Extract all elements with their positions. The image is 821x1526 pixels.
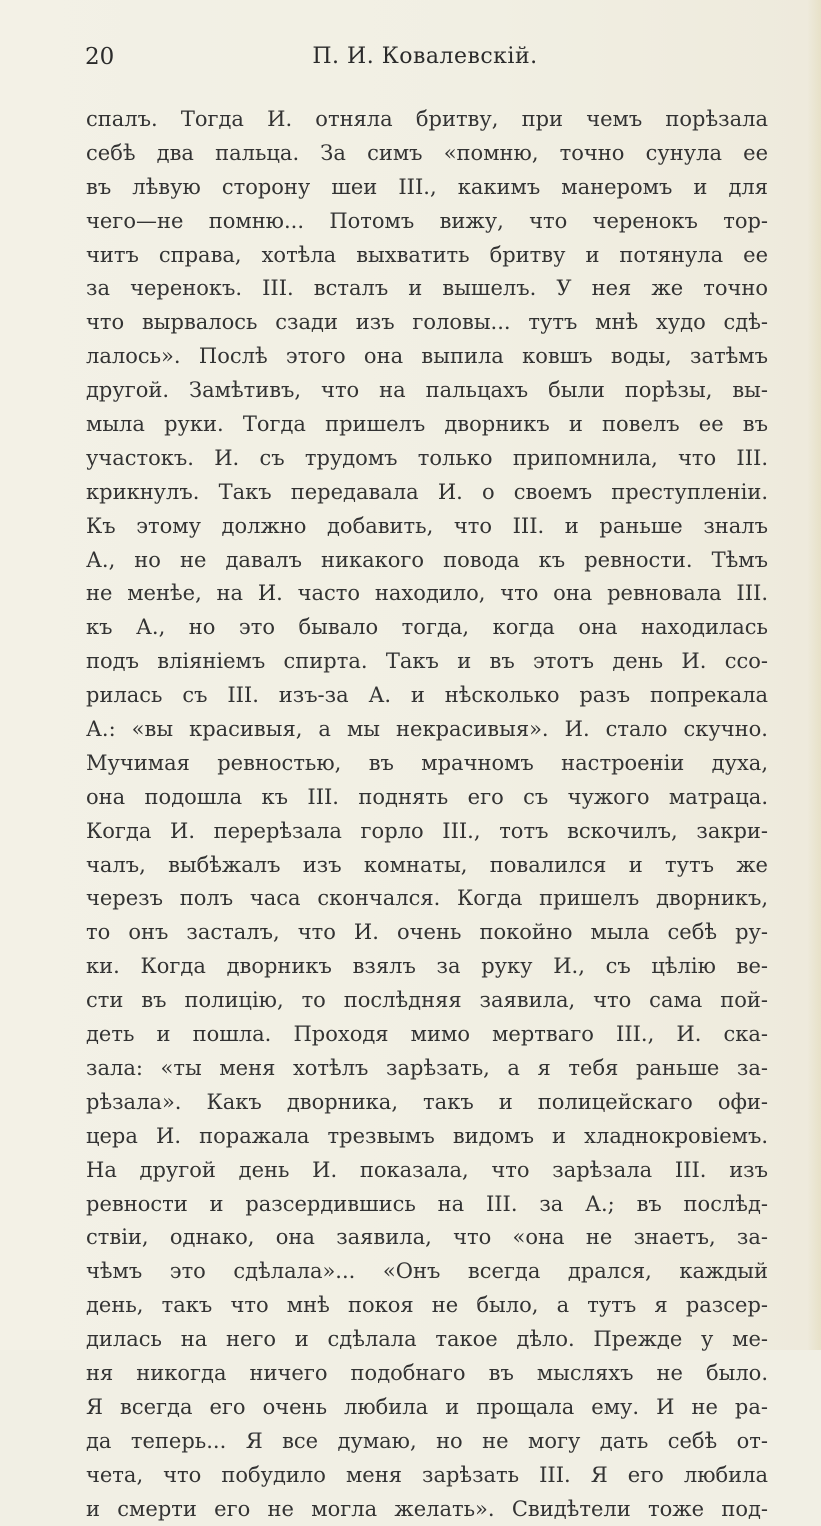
text-line: чалъ, выбѣжалъ изъ комнаты, повалился и тутъ же [86, 852, 768, 877]
text-line: не менѣе, на И. часто находило, что она ревновала III. [86, 581, 768, 606]
text-line: сти въ полицію, то послѣдняя заявила, что сама пой- [86, 988, 768, 1013]
text-line: къ А., но это бывало тогда, когда она находилась [86, 615, 768, 640]
text-line: чѣмъ это сдѣлала»... «Онъ всегда дрался, каждый [86, 1259, 768, 1284]
text-line: день, такъ что мнѣ покоя не было, а тутъ я разсер- [86, 1293, 768, 1318]
text-line: ня никогда ничего подобнаго въ мысляхъ не было. [86, 1360, 768, 1385]
text-line: ревности и разсердившись на III. за А.; въ послѣд- [86, 1191, 768, 1216]
text-line: то онъ засталъ, что И. очень покойно мыла себѣ ру- [86, 920, 768, 945]
text-line: подъ вліяніемъ спирта. Такъ и въ этотъ день И. ссо- [86, 649, 768, 674]
text-line: спалъ. Тогда И. отняла бритву, при чемъ порѣзала [86, 107, 768, 131]
text-line: крикнулъ. Такъ передавала И. о своемъ преступленіи. [86, 479, 768, 504]
text-line: ствіи, однако, она заявила, что «она не знаетъ, за- [86, 1225, 768, 1250]
page-number: 20 [85, 44, 115, 70]
text-line: читъ справа, хотѣла выхватить бритву и потянула ее [86, 242, 768, 267]
text-line: другой. Замѣтивъ, что на пальцахъ были порѣзы, вы- [86, 378, 768, 403]
text-line: деть и пошла. Проходя мимо мертваго III., И. ска- [86, 1022, 768, 1047]
text-line: лалось». Послѣ этого она выпила ковшъ воды, затѣмъ [86, 344, 768, 369]
text-line: за черенокъ. III. всталъ и вышелъ. У нея же точно [86, 276, 768, 301]
page-header [85, 44, 765, 84]
text-line: да теперь... Я все думаю, но не могу дать себѣ от- [86, 1428, 768, 1453]
text-line: зала: «ты меня хотѣлъ зарѣзать, а я тебя раньше за- [86, 1055, 768, 1080]
text-line: и смерти его не могла желать». Свидѣтели тоже под- [86, 1496, 768, 1521]
running-head: П. И. Ковалевскій. [312, 44, 538, 69]
text-line: Мучимая ревностью, въ мрачномъ настроеніи духа, [86, 750, 768, 775]
text-line: Когда И. перерѣзала горло III., тотъ вскочилъ, закри- [86, 818, 768, 843]
text-line: чета, что побудило меня зарѣзать III. Я его любила [86, 1462, 768, 1487]
text-line: рилась съ III. изъ-за А. и нѣсколько разъ попрекала [86, 683, 768, 708]
text-line: чего—не помню... Потомъ вижу, что черенокъ тор- [86, 208, 768, 233]
body-text [86, 103, 768, 1526]
text-line: цера И. поражала трезвымъ видомъ и хладнокровіемъ. [86, 1123, 768, 1148]
text-line: она подошла къ III. поднять его съ чужого матраца. [86, 784, 768, 809]
text-line: въ лѣвую сторону шеи III., какимъ манеромъ и для [86, 174, 768, 199]
text-line: участокъ. И. съ трудомъ только припомнила, что III. [86, 445, 768, 470]
text-line: ки. Когда дворникъ взялъ за руку И., съ цѣлію ве- [86, 954, 768, 979]
text-line: А.: «вы красивыя, а мы некрасивыя». И. стало скучно. [86, 717, 768, 742]
text-line: дилась на него и сдѣлала такое дѣло. Прежде у ме- [86, 1327, 768, 1352]
page-edge-shadow [807, 0, 821, 1350]
text-line: мыла руки. Тогда пришелъ дворникъ и повелъ ее въ [86, 412, 768, 437]
text-line: А., но не давалъ никакого повода къ ревности. Тѣмъ [86, 547, 768, 572]
text-line: рѣзала». Какъ дворника, такъ и полицейскаго офи- [86, 1089, 768, 1114]
text-line: На другой день И. показала, что зарѣзала III. изъ [86, 1157, 768, 1182]
text-line: Я всегда его очень любила и прощала ему. И не ра- [86, 1394, 768, 1419]
text-line: что вырвалось сзади изъ головы... тутъ мнѣ худо сдѣ- [86, 310, 768, 335]
text-line: черезъ полъ часа скончался. Когда пришелъ дворникъ, [86, 886, 768, 911]
text-line: Къ этому должно добавить, что III. и раньше зналъ [86, 513, 768, 538]
text-line: себѣ два пальца. За симъ «помню, точно сунула ее [86, 140, 768, 165]
